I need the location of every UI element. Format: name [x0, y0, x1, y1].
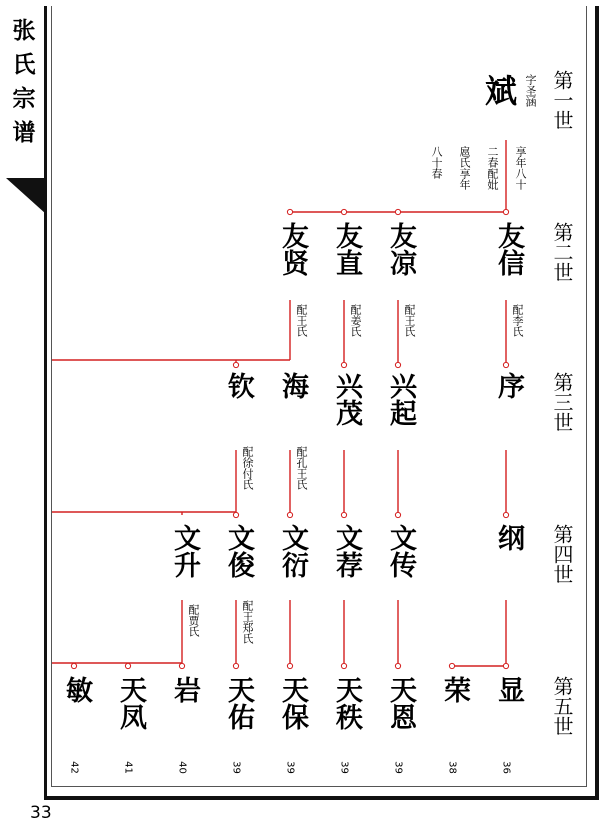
- person-note: [403, 304, 417, 337]
- side-title-char: 谱: [12, 120, 36, 146]
- page-ref-number: 40: [176, 761, 188, 774]
- page-ref-number: 39: [392, 761, 404, 774]
- generation-label-2: [550, 222, 576, 282]
- note-text: 配孔王氏: [295, 446, 308, 490]
- person-name: 天佑: [223, 676, 254, 730]
- person-note: [187, 604, 201, 637]
- person-note: [458, 146, 472, 190]
- generation-label-text: 第二世: [550, 222, 574, 282]
- page-ref-number: 39: [284, 761, 296, 774]
- person-name: 兴起: [385, 372, 416, 426]
- person-name: 斌: [484, 72, 517, 110]
- person-note: [514, 146, 528, 190]
- note-text: 配徐付氏: [241, 446, 254, 490]
- generation-label-5: [550, 676, 576, 736]
- person-gen3: [273, 372, 307, 399]
- page-ref-number: 38: [446, 761, 458, 774]
- person-gen4: [327, 524, 361, 578]
- person-name: 文俊: [223, 524, 254, 578]
- person-gen4: [381, 524, 415, 578]
- person-gen4: [219, 524, 253, 578]
- generation-label-3: [550, 372, 576, 432]
- generation-label-text: 第五世: [550, 676, 574, 736]
- person-name: 文荐: [331, 524, 362, 578]
- side-title-char: 张: [12, 18, 36, 44]
- person-gen3: [219, 372, 253, 399]
- person-name: 友直: [331, 222, 362, 276]
- person-note: [349, 304, 363, 337]
- page-ref-number: 36: [500, 761, 512, 774]
- page-number: 33: [30, 803, 52, 823]
- person-gen2: [327, 222, 361, 276]
- note-text: 扈氏享年: [458, 146, 471, 190]
- person-gen4: [273, 524, 307, 578]
- person-gen5: [489, 676, 523, 703]
- page-ref-number: 42: [68, 761, 80, 774]
- generation-label-text: 第四世: [550, 524, 574, 584]
- person-gen2: [381, 222, 415, 276]
- generation-label-4: [550, 524, 576, 584]
- person-gen5: [381, 676, 415, 730]
- person-gen5: [435, 676, 469, 703]
- person-gen4: [165, 524, 199, 578]
- note-text: 配姜氏: [349, 304, 362, 337]
- person-gen4: [489, 524, 523, 551]
- note-text: 配王氏: [403, 304, 416, 337]
- person-gen3: [381, 372, 415, 426]
- person-note: [430, 146, 444, 179]
- person-note: [524, 74, 538, 107]
- person-note: [295, 304, 309, 337]
- person-name: 友贤: [277, 222, 308, 276]
- person-note: [486, 146, 500, 190]
- page-ref-number: 39: [338, 761, 350, 774]
- person-gen5: [327, 676, 361, 730]
- person-name: 文传: [385, 524, 416, 578]
- note-text: 配王郑氏: [241, 600, 254, 644]
- person-name: 文升: [169, 524, 200, 578]
- person-gen5: [219, 676, 253, 730]
- person-name: 岩: [169, 676, 200, 703]
- person-gen5: [57, 676, 91, 703]
- person-name: 友凉: [385, 222, 416, 276]
- note-text: 配王氏: [295, 304, 308, 337]
- person-note: [241, 446, 255, 490]
- person-gen3: [489, 372, 523, 399]
- note-text: 享年八十: [514, 146, 527, 190]
- person-gen2: [489, 222, 523, 276]
- person-name: 天恩: [385, 676, 416, 730]
- person-name: 钦: [223, 372, 254, 399]
- side-title-char: 宗: [12, 86, 36, 112]
- person-name: 序: [493, 372, 524, 399]
- person-name: 兴茂: [331, 372, 362, 426]
- person-name: 敏: [61, 676, 92, 703]
- person-gen5: [165, 676, 199, 703]
- person-name: 海: [277, 372, 308, 399]
- note-text: 配贾氏: [187, 604, 200, 637]
- person-gen5: [111, 676, 145, 730]
- person-name: 显: [493, 676, 524, 703]
- person-name: 友信: [493, 222, 524, 276]
- person-name: 天凤: [115, 676, 146, 730]
- person-note: [241, 600, 255, 644]
- person-name: 荣: [439, 676, 470, 703]
- note-text: 八十春: [430, 146, 443, 179]
- page-ref-number: 39: [230, 761, 242, 774]
- person-gen2: [273, 222, 307, 276]
- generation-label-1: [550, 70, 576, 130]
- person-name: 纲: [493, 524, 524, 551]
- person-name: 天保: [277, 676, 308, 730]
- person-gen3: [327, 372, 361, 426]
- generation-label-text: 第一世: [550, 70, 574, 130]
- note-text: 字圣涵: [524, 74, 537, 107]
- note-text: 二春配妣: [486, 146, 499, 190]
- page-ref-number: 41: [122, 761, 134, 774]
- person-note: [511, 304, 525, 337]
- person-gen5: [273, 676, 307, 730]
- person-gen1: [484, 72, 518, 110]
- person-note: [295, 446, 309, 490]
- person-name: 天秩: [331, 676, 362, 730]
- note-text: 配李氏: [511, 304, 524, 337]
- person-name: 文衍: [277, 524, 308, 578]
- generation-label-text: 第三世: [550, 372, 574, 432]
- side-title-char: 氏: [12, 52, 36, 78]
